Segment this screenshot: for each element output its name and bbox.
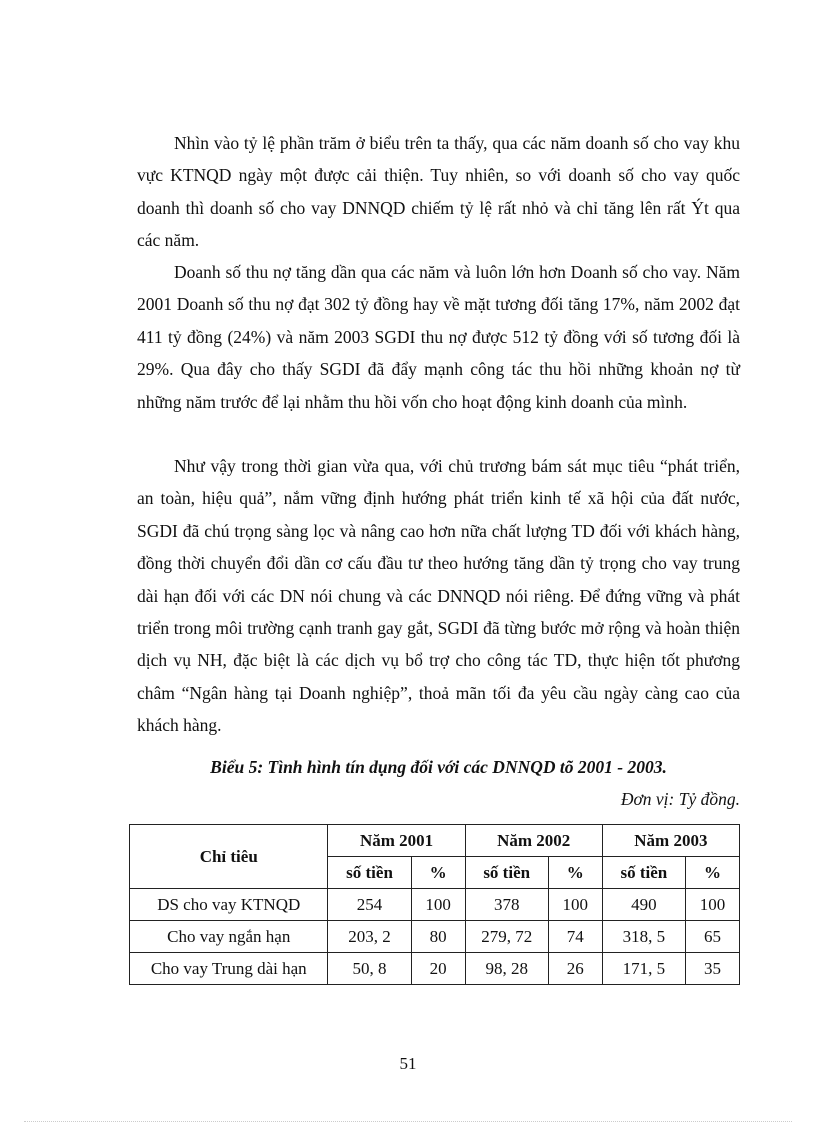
subheader-money: số tiền bbox=[602, 857, 685, 889]
cell-value: 74 bbox=[548, 921, 602, 953]
row-label: Cho vay Trung dài hạn bbox=[130, 953, 328, 985]
header-year-2002: Năm 2002 bbox=[465, 825, 602, 857]
cell-value: 98, 28 bbox=[465, 953, 548, 985]
cell-value: 254 bbox=[328, 889, 411, 921]
table-header-row bbox=[130, 825, 740, 857]
cell-value: 20 bbox=[411, 953, 465, 985]
credit-table bbox=[129, 824, 740, 985]
paragraph-2: Doanh số thu nợ tăng dần qua các năm và luôn lớn hơn Doanh số cho vay. Năm 2001 Doanh số thu nợ đạt 302 tỷ đồng hay về mặt tương đối tăng 17%, năm 2002 đạt 411 tỷ đồng (24%) và năm 2003 SGDI thu nợ được 512 tỷ đồng với số tương đối là 29%. Qua đây cho thấy SGDI đã đẩy mạnh công tác thu hồi những khoản nợ từ những năm trước để lại nhằm thu hồi vốn cho hoạt động kinh doanh của mình. bbox=[137, 262, 740, 412]
page-number: 51 bbox=[399, 1054, 417, 1073]
header-year-2003: Năm 2003 bbox=[602, 825, 739, 857]
header-criteria: Chỉ tiêu bbox=[130, 825, 328, 889]
cell-value: 171, 5 bbox=[602, 953, 685, 985]
header-year-2001: Năm 2001 bbox=[328, 825, 465, 857]
subheader-pct: % bbox=[411, 857, 465, 889]
subheader-money: số tiền bbox=[328, 857, 411, 889]
table-caption: Biểu 5: Tình hình tín dụng đối với các DNNQD tõ 2001 - 2003. bbox=[210, 757, 667, 777]
row-label: Cho vay ngắn hạn bbox=[130, 921, 328, 953]
cell-value: 50, 8 bbox=[328, 953, 411, 985]
cell-value: 65 bbox=[685, 921, 739, 953]
cell-value: 100 bbox=[548, 889, 602, 921]
cell-value: 490 bbox=[602, 889, 685, 921]
cell-value: 35 bbox=[685, 953, 739, 985]
page-bottom-divider bbox=[24, 1121, 792, 1122]
table-unit: Đơn vị: Tỷ đồng. bbox=[620, 789, 740, 809]
cell-value: 378 bbox=[465, 889, 548, 921]
subheader-pct: % bbox=[685, 857, 739, 889]
cell-value: 203, 2 bbox=[328, 921, 411, 953]
cell-value: 80 bbox=[411, 921, 465, 953]
cell-value: 100 bbox=[685, 889, 739, 921]
row-label: DS cho vay KTNQD bbox=[130, 889, 328, 921]
cell-value: 318, 5 bbox=[602, 921, 685, 953]
cell-value: 26 bbox=[548, 953, 602, 985]
paragraph-1: Nhìn vào tỷ lệ phần trăm ở biểu trên ta thấy, qua các năm doanh số cho vay khu vực KTNQD ngày một được cải thiện. Tuy nhiên, so với doanh số cho vay quốc doanh thì doanh số cho vay DNNQD chiếm tỷ lệ rất nhỏ và chỉ tăng lên rất Ýt qua các năm. bbox=[137, 133, 740, 251]
subheader-pct: % bbox=[548, 857, 602, 889]
cell-value: 279, 72 bbox=[465, 921, 548, 953]
table-row bbox=[130, 953, 740, 985]
cell-value: 100 bbox=[411, 889, 465, 921]
table-row bbox=[130, 921, 740, 953]
table-row bbox=[130, 889, 740, 921]
paragraph-3: Như vậy trong thời gian vừa qua, với chủ trương bám sát mục tiêu “phát triển, an toàn, hiệu quả”, nắm vững định hướng phát triển kinh tế xã hội của đất nước, SGDI đã chú trọng sàng lọc và nâng cao hơn nữa chất lượng TD đối với khách hàng, đồng thời chuyển đổi dần cơ cấu đầu tư theo hướng tăng dần tỷ trọng cho vay trung dài hạn đối với các DN nói chung và các DNNQD nói riêng. Để đứng vững và phát triển trong môi trường cạnh tranh gay gắt, SGDI đã từng bước mở rộng và hoàn thiện dịch vụ NH, đặc biệt là các dịch vụ bổ trợ cho công tác TD, thực hiện tốt phương châm “Ngân hàng tại Doanh nghiệp”, thoả mãn tối đa yêu cầu ngày càng cao của khách hàng. bbox=[137, 456, 740, 736]
subheader-money: số tiền bbox=[465, 857, 548, 889]
